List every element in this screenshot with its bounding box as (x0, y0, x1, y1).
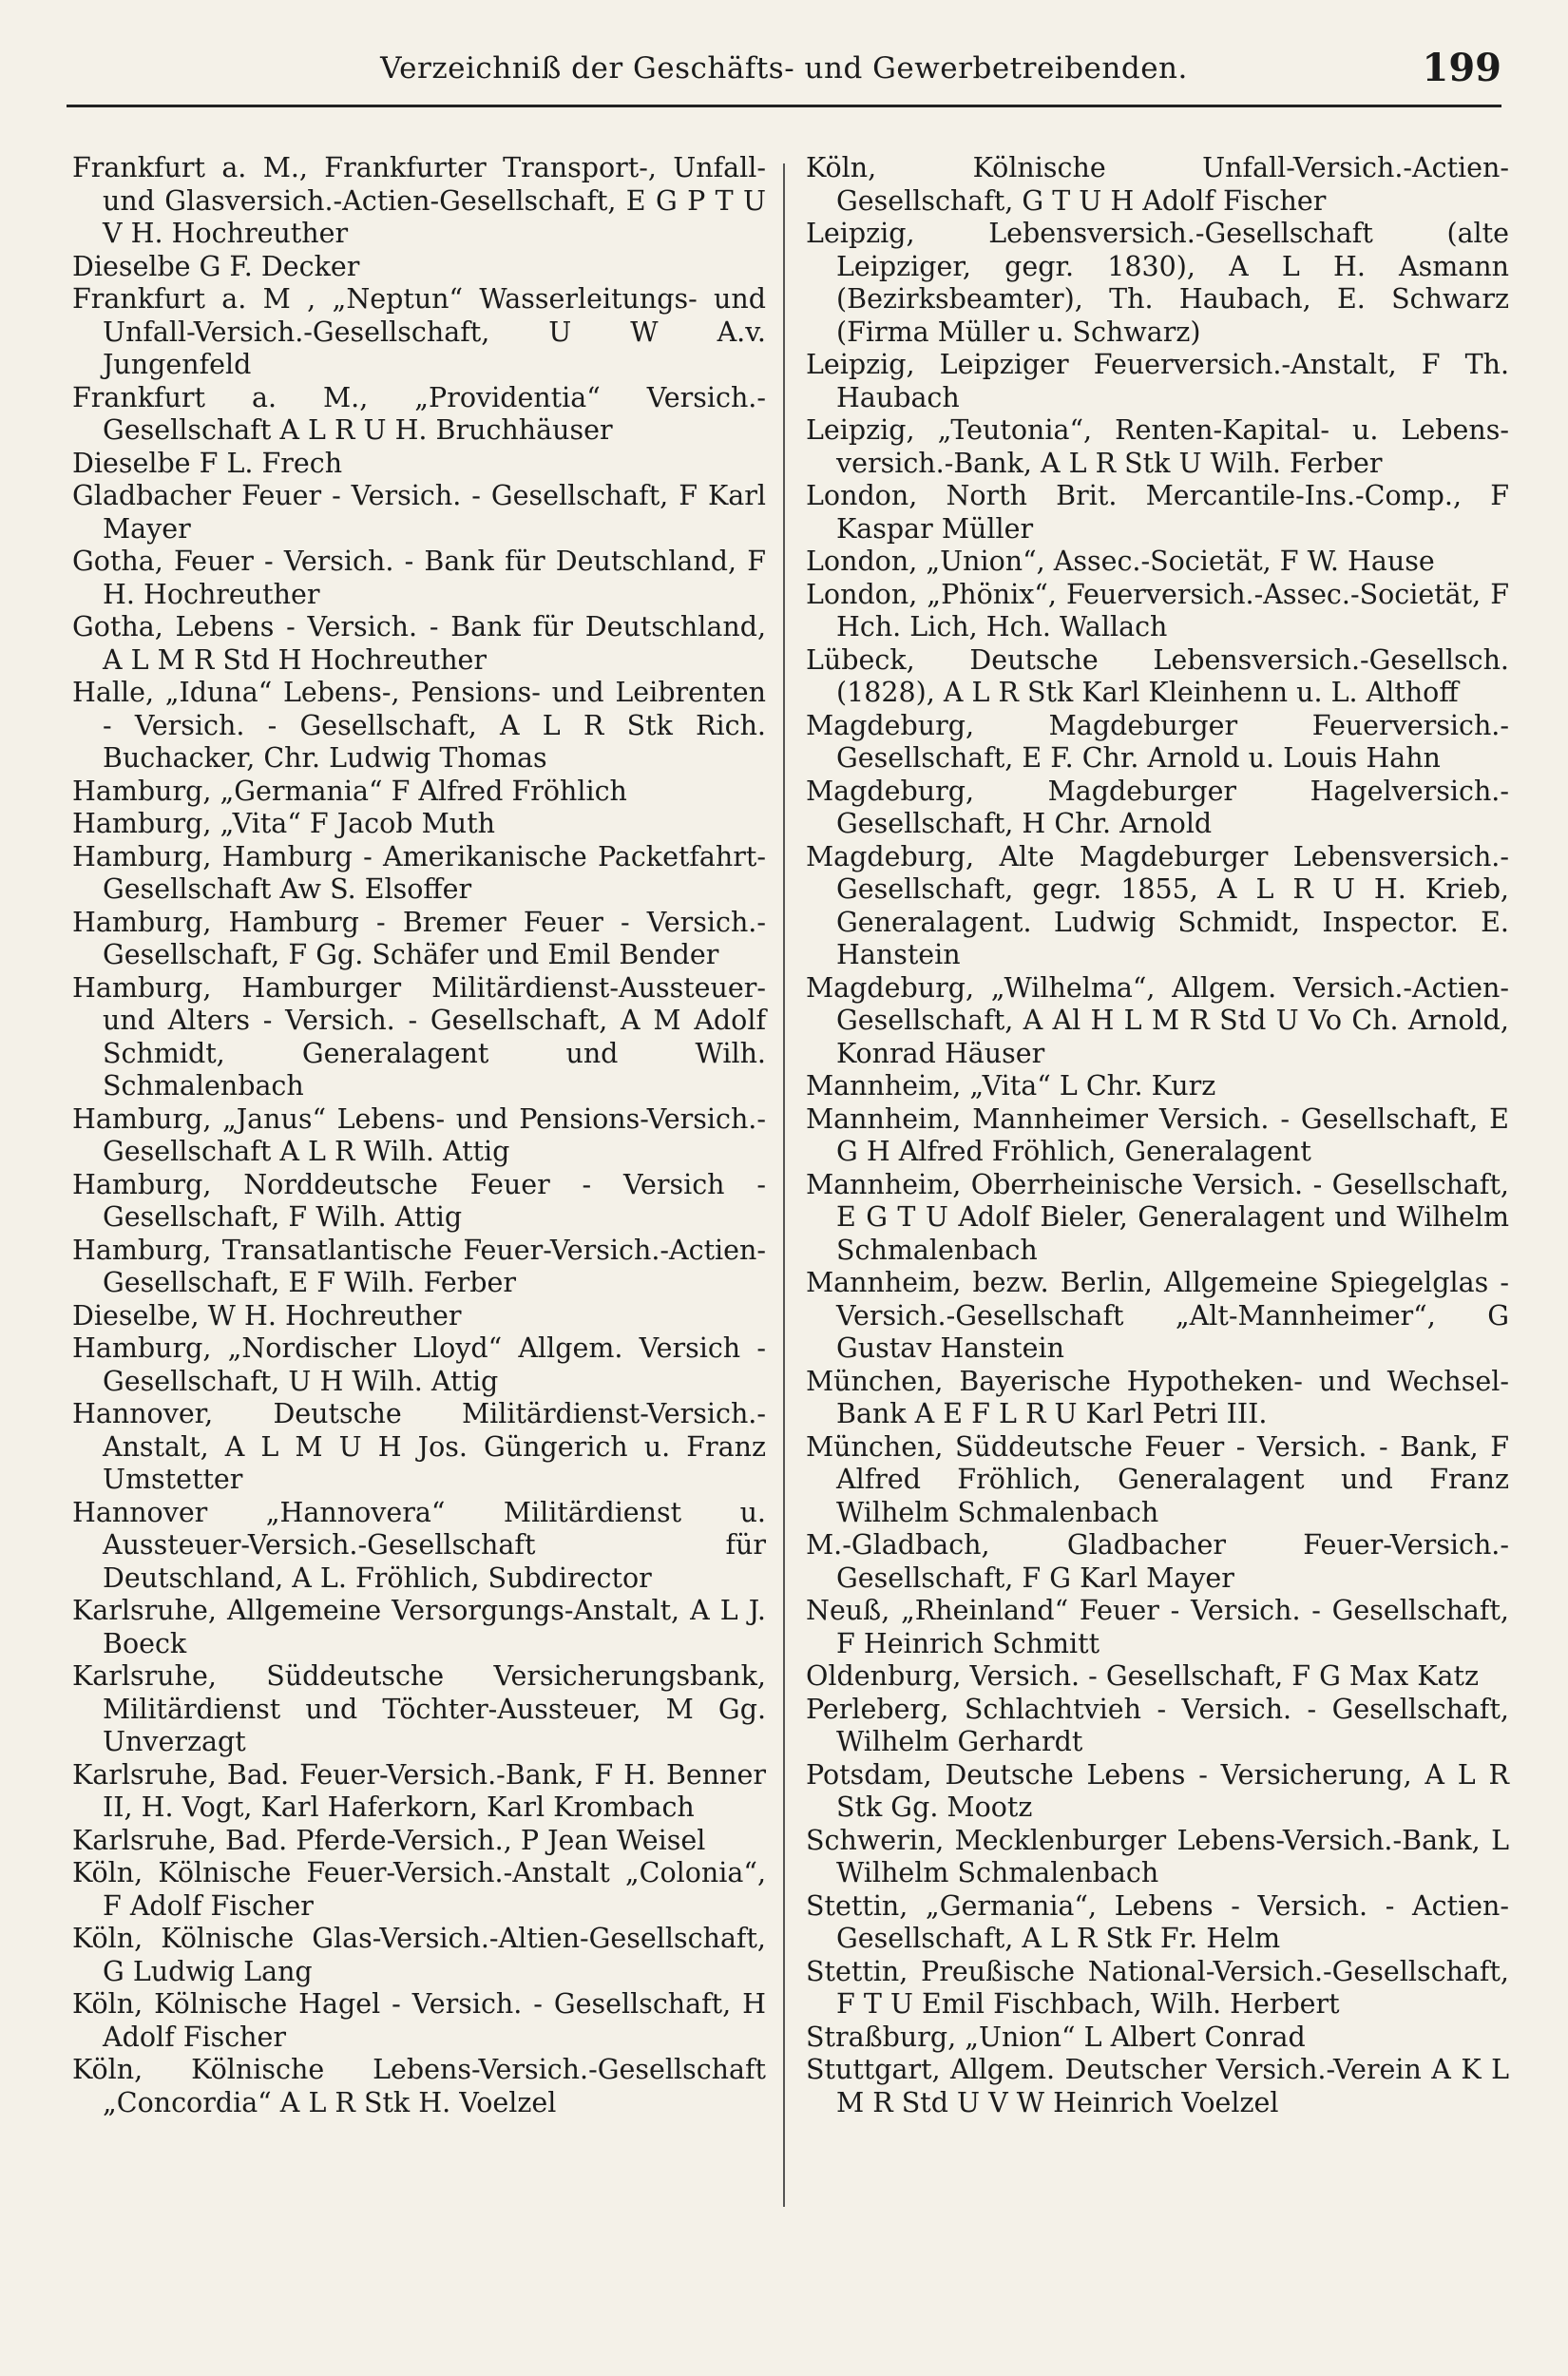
directory-entry: Perleberg, Schlachtvieh - Versich. - Gesellschaft, Wilhelm Gerhardt (806, 1693, 1509, 1757)
directory-entry: Hannover, Deutsche Militärdienst-Versich.-Anstalt, A L M U H Jos. Güngerich u. Franz Umstetter (72, 1398, 766, 1495)
right-column (806, 152, 1509, 2119)
directory-entry: Hamburg, Hamburg - Amerikanische Packetfahrt-Gesellschaft Aw S. Elsoffer (72, 840, 766, 905)
directory-entry: Frankfurt a. M., Frankfurter Transport-, Unfall- und Glasversich.-Actien-Gesellschaft, E G P T U V H. Hochreuther (72, 152, 766, 249)
directory-entry: Gladbacher Feuer - Versich. - Gesellschaft, F Karl Mayer (72, 480, 766, 545)
directory-entry: Köln, Kölnische Feuer-Versich.-Anstalt „Colonia“, F Adolf Fischer (72, 1857, 766, 1922)
header-rule (67, 105, 1501, 107)
directory-entry: London, „Union“, Assec.-Societät, F W. Hause (806, 546, 1435, 577)
directory-entry: Leipzig, „Teutonia“, Renten-Kapital- u. Lebens-versich.-Bank, A L R Stk U Wilh. Ferber (806, 414, 1509, 479)
page-header (67, 38, 1501, 99)
directory-entry: Leipzig, Leipziger Feuerversich.-Anstalt, F Th. Haubach (806, 349, 1509, 413)
directory-entry: Gotha, Feuer - Versich. - Bank für Deutschland, F H. Hochreuther (72, 546, 766, 610)
directory-entry: Halle, „Iduna“ Lebens-, Pensions- und Leibrenten - Versich. - Gesellschaft, A L R Stk Rich. Buchacker, Chr. Ludwig Thomas (72, 677, 766, 774)
directory-entry: Köln, Kölnische Unfall-Versich.-Actien-Gesellschaft, G T U H Adolf Fischer (806, 152, 1509, 217)
directory-entry: London, North Brit. Mercantile-Ins.-Comp., F Kaspar Müller (806, 480, 1509, 545)
directory-entry: Hamburg, Norddeutsche Feuer - Versich - Gesellschaft, F Wilh. Attig (72, 1168, 766, 1233)
directory-entry: Stettin, „Germania“, Lebens - Versich. - Actien-Gesellschaft, A L R Stk Fr. Helm (806, 1889, 1509, 1954)
directory-entry: Hannover „Hannovera“ Militärdienst u. Aussteuer-Versich.-Gesellschaft für Deutschland, A L. Fröhlich, Subdirector (72, 1496, 766, 1594)
directory-entry: London, „Phönix“, Feuerversich.-Assec.-Societät, F Hch. Lich, Hch. Wallach (806, 578, 1509, 642)
directory-entry: Hamburg, Hamburger Militärdienst-Aussteuer- und Alters - Versich. - Gesellschaft, A M Adolf Schmidt, Generalagent und Wilh. Schmalenbach (72, 971, 766, 1102)
directory-entry: Frankfurt a. M., „Providentia“ Versich.-Gesellschaft A L R U H. Bruchhäuser (72, 381, 766, 446)
directory-entry: Gotha, Lebens - Versich. - Bank für Deutschland, A L M R Std H Hochreuther (72, 611, 766, 676)
directory-entry: Dieselbe G F. Decker (72, 250, 360, 282)
directory-entry: Karlsruhe, Süddeutsche Versicherungsbank, Militärdienst und Töchter-Aussteuer, M Gg. Unverzagt (72, 1660, 766, 1757)
directory-entry: Köln, Kölnische Glas-Versich.-Altien-Gesellschaft, G Ludwig Lang (72, 1923, 766, 1987)
directory-entry: Karlsruhe, Bad. Feuer-Versich.-Bank, F H. Benner II, H. Vogt, Karl Haferkorn, Karl Krombach (72, 1758, 766, 1823)
directory-entry: Stettin, Preußische National-Versich.-Gesellschaft, F T U Emil Fischbach, Wilh. Herbert (806, 1955, 1509, 2020)
directory-entry: Magdeburg, Alte Magdeburger Lebensversich.-Gesellschaft, gegr. 1855, A L R U H. Krieb, Generalagent. Ludwig Schmidt, Inspector. E. Hanstein (806, 840, 1509, 970)
directory-entry: Stuttgart, Allgem. Deutscher Versich.-Verein A K L M R Std U V W Heinrich Voelzel (806, 2054, 1509, 2118)
directory-entry: Magdeburg, Magdeburger Hagelversich.-Gesellschaft, H Chr. Arnold (806, 775, 1509, 839)
directory-entry: Mannheim, „Vita“ L Chr. Kurz (806, 1070, 1216, 1102)
left-column (72, 152, 766, 2119)
directory-entry: Köln, Kölnische Lebens-Versich.-Gesellschaft „Concordia“ A L R Stk H. Voelzel (72, 2054, 766, 2118)
directory-entry: M.-Gladbach, Gladbacher Feuer-Versich.-Gesellschaft, F G Karl Mayer (806, 1529, 1509, 1594)
directory-entry: Neuß, „Rheinland“ Feuer - Versich. - Gesellschaft, F Heinrich Schmitt (806, 1595, 1509, 1659)
directory-entry: Magdeburg, „Wilhelma“, Allgem. Versich.-Actien-Gesellschaft, A Al H L M R Std U Vo Ch. Arnold, Konrad Häuser (806, 971, 1509, 1069)
directory-entry: Köln, Kölnische Hagel - Versich. - Gesellschaft, H Adolf Fischer (72, 1988, 766, 2053)
directory-entry: München, Bayerische Hypotheken- und Wechsel-Bank A E F L R U Karl Petri III. (806, 1365, 1509, 1429)
directory-entry: Leipzig, Lebensversich.-Gesellschaft (alte Leipziger, gegr. 1830), A L H. Asmann (Bezirksbeamter), Th. Haubach, E. Schwarz (Firma Müller u. Schwarz) (806, 218, 1509, 348)
column-divider (783, 163, 785, 2207)
directory-entry: Mannheim, bezw. Berlin, Allgemeine Spiegelglas - Versich.-Gesellschaft „Alt-Mannheimer“, G Gustav Hanstein (806, 1267, 1509, 1364)
directory-entry: Frankfurt a. M , „Neptun“ Wasserleitungs- und Unfall-Versich.-Gesellschaft, U W A.v. Jungenfeld (72, 283, 766, 380)
directory-entry: Lübeck, Deutsche Lebensversich.-Gesellsch. (1828), A L R Stk Karl Kleinhenn u. L. Althoff (806, 643, 1509, 708)
directory-entry: Potsdam, Deutsche Lebens - Versicherung, A L R Stk Gg. Mootz (806, 1758, 1509, 1823)
directory-entry: Oldenburg, Versich. - Gesellschaft, F G Max Katz (806, 1660, 1479, 1692)
running-title: Verzeichniß der Geschäfts- und Gewerbetreibenden. (380, 51, 1188, 86)
directory-entry: Karlsruhe, Bad. Pferde-Versich., P Jean Weisel (72, 1824, 706, 1856)
directory-entry: Hamburg, „Vita“ F Jacob Muth (72, 808, 495, 839)
directory-entry: München, Süddeutsche Feuer - Versich. - Bank, F Alfred Fröhlich, Generalagent und Franz Wilhelm Schmalenbach (806, 1430, 1509, 1528)
directory-entry: Mannheim, Mannheimer Versich. - Gesellschaft, E G H Alfred Fröhlich, Generalagent (806, 1102, 1509, 1167)
directory-entry: Hamburg, „Janus“ Lebens- und Pensions-Versich.-Gesellschaft A L R Wilh. Attig (72, 1102, 766, 1167)
directory-entry: Karlsruhe, Allgemeine Versorgungs-Anstalt, A L J. Boeck (72, 1595, 766, 1659)
directory-entry: Hamburg, „Nordischer Lloyd“ Allgem. Versich - Gesellschaft, U H Wilh. Attig (72, 1332, 766, 1397)
directory-entry: Straßburg, „Union“ L Albert Conrad (806, 2021, 1306, 2053)
directory-entry: Dieselbe, W H. Hochreuther (72, 1299, 462, 1332)
directory-entry: Hamburg, „Germania“ F Alfred Fröhlich (72, 775, 627, 807)
directory-entry: Magdeburg, Magdeburger Feuerversich.-Gesellschaft, E F. Chr. Arnold u. Louis Hahn (806, 709, 1509, 774)
directory-entry: Mannheim, Oberrheinische Versich. - Gesellschaft, E G T U Adolf Bieler, Generalagent und Wilhelm Schmalenbach (806, 1168, 1509, 1266)
directory-entry: Hamburg, Transatlantische Feuer-Versich.-Actien-Gesellschaft, E F Wilh. Ferber (72, 1234, 766, 1298)
directory-entry: Hamburg, Hamburg - Bremer Feuer - Versich.-Gesellschaft, F Gg. Schäfer und Emil Bender (72, 906, 766, 970)
page-number: 199 (1422, 46, 1501, 90)
directory-entry: Dieselbe F L. Frech (72, 447, 343, 479)
directory-entry: Schwerin, Mecklenburger Lebens-Versich.-Bank, L Wilhelm Schmalenbach (806, 1824, 1509, 1888)
